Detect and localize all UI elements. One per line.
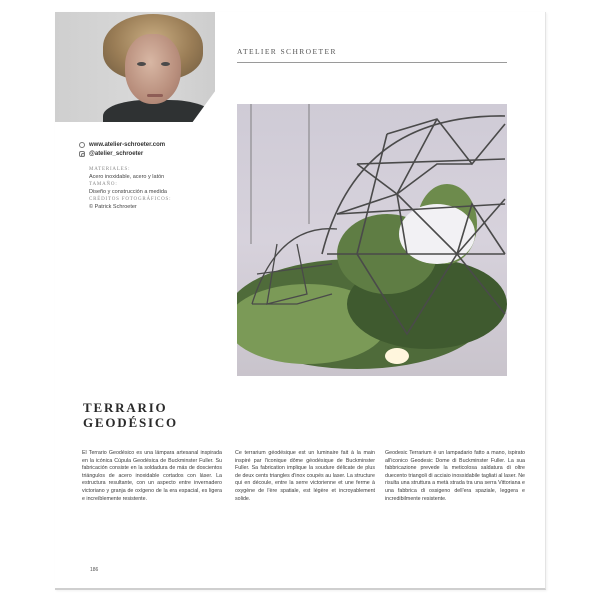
- header-rule: [237, 62, 507, 63]
- photo-credits-value: © Patrick Schroeter: [89, 203, 137, 210]
- website-link[interactable]: www.atelier-schroeter.com: [79, 140, 165, 149]
- product-meta: [89, 166, 171, 211]
- photo-credits-label: CRÉDITOS FOTOGRÁFICOS:: [89, 197, 172, 202]
- page-title: TERRARIO GEODÉSICO: [83, 400, 178, 430]
- size-value: Diseño y construcción a medida: [89, 188, 167, 195]
- contact-info: [79, 140, 165, 158]
- materials-value: Acero inoxidable, acero y latón: [89, 173, 165, 180]
- globe-icon: [79, 142, 85, 148]
- size-label: TAMAÑO:: [89, 182, 118, 187]
- studio-label: ATELIER SCHROETER: [237, 47, 337, 56]
- product-photo: [237, 104, 507, 376]
- page-number: 186: [90, 567, 99, 573]
- description-french: Ce terrarium géodésique est un luminaire fait à la main inspiré par l'iconique dôme géodésique de Buckminster Fuller. Sa fabrication implique la soudure délicate de plus de deux cents triangles d'inox coupés au laser. La structure qui en découle, entre la serre victorienne et une ferme à oxygène de l'ère spatiale, est légère et incroyablement solide.: [235, 450, 375, 502]
- designer-portrait: [55, 12, 215, 122]
- materials-label: MATERIALES:: [89, 167, 131, 172]
- description-italian: Geodesic Terrarium è un lampadario fatto a mano, ispirato all'iconico Geodesic Dome di Buckminster Fuller. La sua fabbricazione prevede la meticolosa saldatura di oltre duecento triangoli di acciaio inossidabile tagliati al laser. Ne risulta una struttura a metà strada tra una serra Vittoriana e una fabbrica di ossigeno dell'era spaziale, leggera e incredibilmente resistente.: [385, 450, 525, 502]
- instagram-icon: [79, 151, 85, 157]
- description-spanish: El Terrario Geodésico es una lámpara artesanal inspirada en la icónica Cúpula Geodésica de Buckminster Fuller. Su fabricación consiste en la soldadura de más de doscientos triángulos de acero inoxidable cortados con láser. La estructura resultante, con un aspecto entre invernadero victoriano y granja de oxígeno de la era espacial, es ligera e increíblemente resistente.: [82, 450, 222, 502]
- book-page: [55, 12, 546, 590]
- instagram-link[interactable]: @atelier_schroeter: [79, 149, 165, 158]
